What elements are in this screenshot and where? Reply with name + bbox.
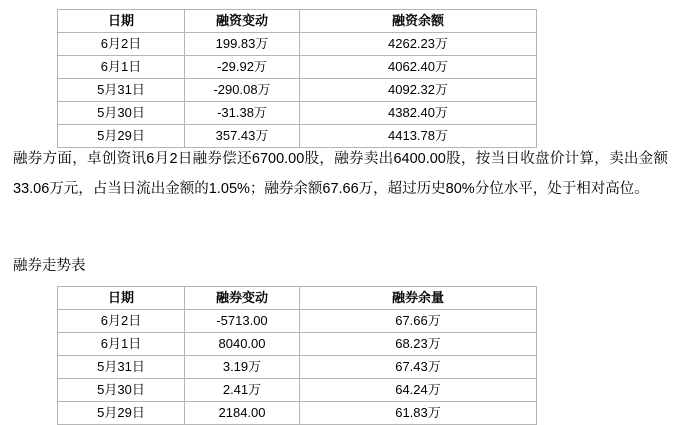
table-row [58, 56, 537, 79]
cell-change: 8040.00 [185, 333, 300, 356]
table-header-row [58, 287, 537, 310]
cell-balance: 4092.32万 [300, 79, 537, 102]
table-row [58, 402, 537, 425]
cell-date: 6月1日 [58, 56, 185, 79]
securities-trend-table [57, 286, 537, 425]
cell-change: -290.08万 [185, 79, 300, 102]
cell-date: 5月31日 [58, 356, 185, 379]
table-row [58, 310, 537, 333]
cell-volume: 67.66万 [300, 310, 537, 333]
financing-trend-table-container [57, 9, 537, 148]
column-header-balance: 融资余额 [300, 10, 537, 33]
cell-date: 6月2日 [58, 33, 185, 56]
column-header-date: 日期 [58, 10, 185, 33]
cell-change: 2.41万 [185, 379, 300, 402]
cell-balance: 4062.40万 [300, 56, 537, 79]
cell-change: -31.38万 [185, 102, 300, 125]
cell-change: 3.19万 [185, 356, 300, 379]
cell-date: 5月30日 [58, 102, 185, 125]
cell-change: -5713.00 [185, 310, 300, 333]
table-row [58, 333, 537, 356]
cell-volume: 67.43万 [300, 356, 537, 379]
cell-date: 6月2日 [58, 310, 185, 333]
securities-trend-table-container [57, 286, 537, 425]
securities-lending-paragraph: 融券方面，卓创资讯6月2日融券偿还6700.00股，融券卖出6400.00股，按当日收盘价计算，卖出金额33.06万元，占当日流出金额的1.05%；融券余额67.66万，超过历史80%分位水平，处于相对高位。 [13, 151, 668, 197]
table-row [58, 379, 537, 402]
table-row [58, 102, 537, 125]
cell-change: 357.43万 [185, 125, 300, 148]
column-header-volume: 融券余量 [300, 287, 537, 310]
cell-balance: 4413.78万 [300, 125, 537, 148]
table-row [58, 79, 537, 102]
cell-date: 5月29日 [58, 402, 185, 425]
column-header-change: 融券变动 [185, 287, 300, 310]
cell-date: 5月30日 [58, 379, 185, 402]
column-header-date: 日期 [58, 287, 185, 310]
cell-change: 199.83万 [185, 33, 300, 56]
cell-change: 2184.00 [185, 402, 300, 425]
cell-change: -29.92万 [185, 56, 300, 79]
cell-date: 6月1日 [58, 333, 185, 356]
cell-balance: 4262.23万 [300, 33, 537, 56]
financing-trend-table [57, 9, 537, 148]
cell-balance: 4382.40万 [300, 102, 537, 125]
section-title-securities-trend: 融券走势表 [13, 258, 86, 274]
cell-date: 5月29日 [58, 125, 185, 148]
table-row [58, 356, 537, 379]
table-row [58, 33, 537, 56]
cell-volume: 61.83万 [300, 402, 537, 425]
cell-date: 5月31日 [58, 79, 185, 102]
table-header-row [58, 10, 537, 33]
cell-volume: 68.23万 [300, 333, 537, 356]
cell-volume: 64.24万 [300, 379, 537, 402]
column-header-change: 融资变动 [185, 10, 300, 33]
